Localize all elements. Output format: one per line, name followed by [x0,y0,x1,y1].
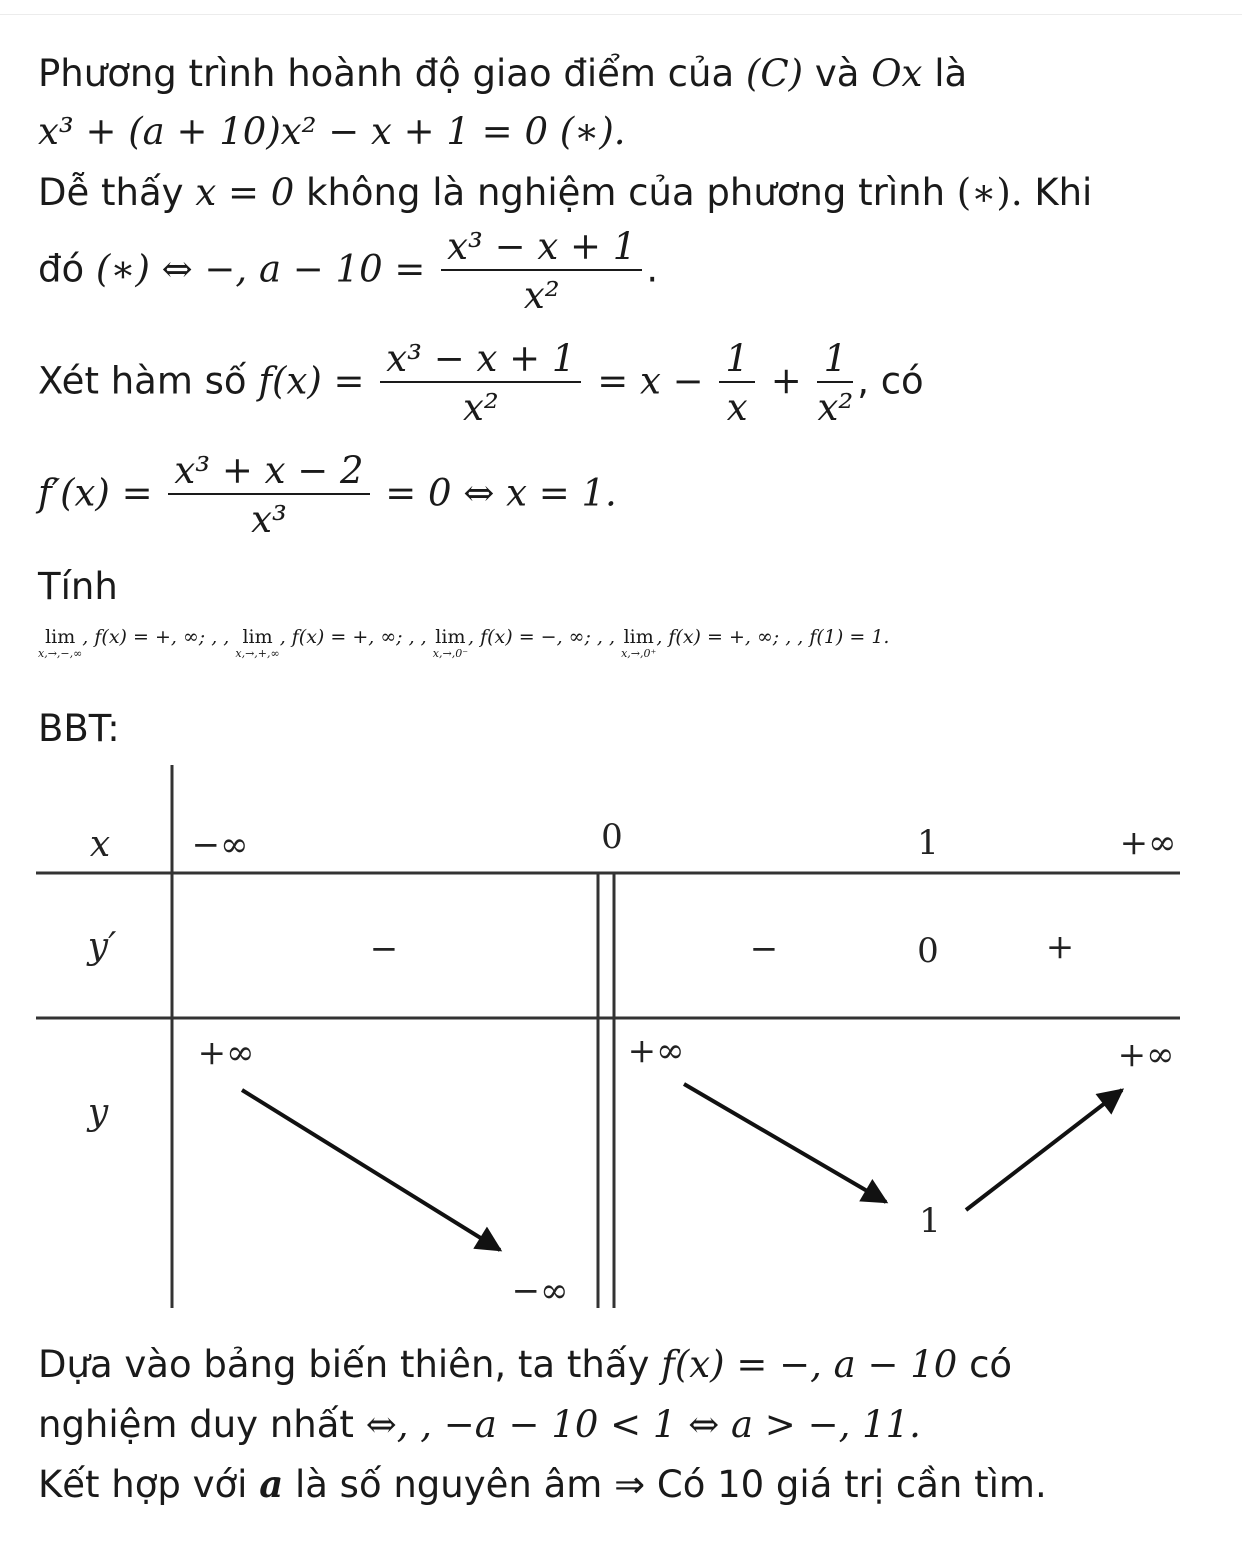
lim-text: lim [623,626,654,648]
lim-text: lim [45,626,76,648]
curve-symbol: (C) [745,52,804,95]
function-fraction [380,337,581,429]
observation-pre: Dễ thấy [38,171,184,214]
equation-star-text: x³ + (a + 10)x² − x + 1 = 0 (∗). [38,110,626,153]
conclusion-2-eq: ⇔, , −a − 10 < 1 ⇔ a > −, 11. [365,1403,921,1446]
function-pre: Xét hàm số [38,359,247,403]
fraction-numerator: 1 [719,340,755,383]
lim-sub: x,→,+,∞ [235,647,280,660]
yprime-sign-2: − [749,929,779,969]
x-val-zero: 0 [601,817,623,857]
function-fraction-1 [719,337,755,429]
lim-sub: x,→,0⁺ [621,647,657,660]
yprime-zero: 0 [917,931,939,971]
conclusion-1-pre: Dựa vào bảng biến thiên, ta thấy [38,1343,650,1386]
fraction-numerator: x³ − x + 1 [380,340,581,383]
observation-star: (∗). [956,171,1023,214]
equation-star [38,110,626,153]
observation-cond: x = 0 [195,171,295,214]
equivalence-lhs: (∗) ⇔ −, a − 10 = [95,247,426,291]
fraction-denominator: x² [817,386,854,429]
arrow-decrease-1 [242,1090,500,1250]
row-header-y: y [87,1092,109,1133]
limits-line [38,626,889,660]
fraction-denominator: x² [523,274,560,317]
y-val-pos-inf-3: +∞ [1117,1035,1175,1075]
fraction-numerator: x³ + x − 2 [168,452,369,495]
lim-sub: x,→,−,∞ [38,647,83,660]
lim-text: lim [242,626,273,648]
fraction-denominator: x³ [251,498,287,541]
function-line [38,337,924,429]
observation-post: Khi [1034,171,1093,214]
bbt-label [38,707,120,750]
limit-3-expr: , f(x) = −, ∞; , , [468,626,616,648]
axis-symbol: Ox [871,52,923,95]
intro-is: là [934,52,968,95]
conclusion-line-3 [38,1462,1047,1506]
function-plus: + [770,359,802,403]
arrow-increase [966,1090,1122,1210]
row-header-yprime: y′ [87,926,117,967]
compute-label [38,565,118,608]
observation-mid: không là nghiệm của phương trình [306,171,946,214]
intro-and: và [814,52,860,95]
conclusion-3-pre: Kết hợp với [38,1463,248,1506]
yprime-sign-1: − [369,929,399,969]
intro-text: Phương trình hoành độ giao điểm của [38,52,735,95]
derivative-rhs: = 0 ⇔ x = 1. [385,471,617,515]
limit-1 [38,626,82,660]
function-mid: = x − [597,359,704,403]
limit-2 [235,626,279,660]
equivalence-pre: đó [38,247,85,291]
equivalence-fraction [441,225,642,317]
limit-2-expr: , f(x) = +, ∞; , , [279,626,427,648]
function-lhs: f(x) = [258,359,365,403]
fraction-numerator: x³ − x + 1 [441,228,642,271]
derivative-lhs: f′(x) = [38,471,153,515]
lim-text: lim [435,626,466,648]
lim-sub: x,→,0⁻ [432,647,468,660]
y-val-pos-inf-1: +∞ [197,1033,255,1073]
equivalence-line [38,225,659,317]
derivative-line [38,449,617,541]
limit-1-expr: , f(x) = +, ∞; , , [82,626,230,648]
bbt-label-text: BBT: [38,707,120,750]
derivative-fraction [168,449,369,541]
yprime-sign-3: + [1045,927,1075,967]
limit-4 [621,626,656,660]
row-header-x: x [89,824,111,865]
intro-line [38,52,968,95]
conclusion-3-var: a [259,1462,284,1506]
compute-text: Tính [38,565,118,608]
equivalence-end: . [646,247,659,291]
limit-4-expr: , f(x) = +, ∞; , , f(1) = 1. [656,626,890,648]
conclusion-line-2 [38,1403,921,1446]
fraction-denominator: x² [463,386,499,429]
y-val-one: 1 [919,1201,941,1241]
limit-3 [433,626,468,660]
function-post: , có [857,359,924,403]
conclusion-line-1 [38,1343,1013,1386]
fraction-denominator: x [726,386,748,429]
conclusion-3-post: là số nguyên âm ⇒ Có 10 giá trị cần tìm. [294,1463,1047,1506]
x-val-pos-inf: +∞ [1119,823,1177,863]
function-fraction-2 [817,337,854,429]
conclusion-1-post: có [969,1343,1013,1386]
conclusion-1-eq: f(x) = −, a − 10 [661,1343,958,1386]
fraction-numerator: 1 [817,340,853,383]
arrow-decrease-2 [684,1084,886,1202]
x-val-neg-inf: −∞ [191,825,249,865]
y-val-neg-inf: −∞ [511,1271,569,1311]
conclusion-2-pre: nghiệm duy nhất [38,1403,354,1446]
y-val-pos-inf-2: +∞ [627,1031,685,1071]
observation-line [38,171,1093,214]
x-val-one: 1 [917,823,939,863]
top-divider [0,14,1242,15]
